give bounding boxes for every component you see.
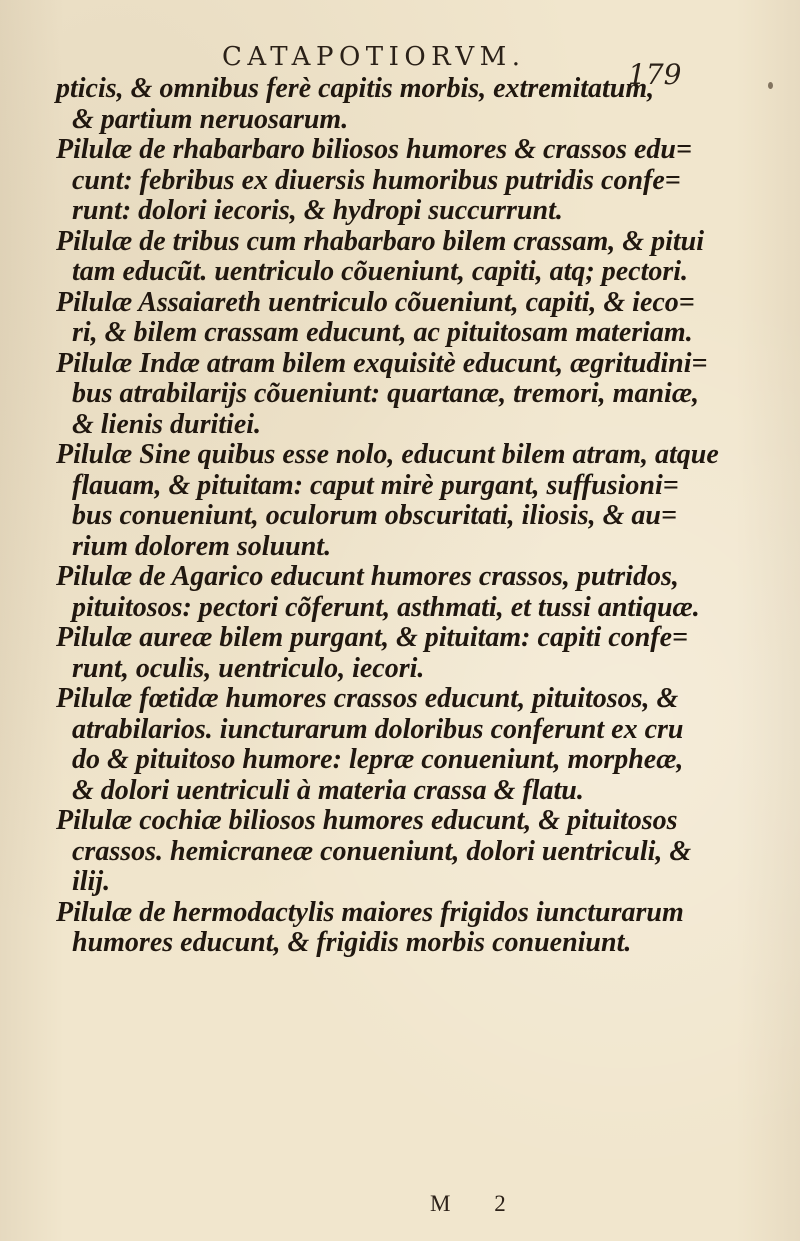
text-line-9: ri, & bilem crassam educunt, ac pituitosam materiam. [72,317,693,348]
text-line-6: Pilulæ de tribus cum rhabarbaro bilem crassam, & pitui [56,225,704,257]
text-line-8: Pilulæ Assaiareth uentriculo cõueniunt, capiti, & ieco= [56,286,695,318]
text-line-23: do & pituitoso humore: lepræ conueniunt, morpheæ, [72,744,684,775]
text-line-1: pticis, & omnibus ferè capitis morbis, extremitatum, [56,73,655,104]
text-line-15: bus conueniunt, oculorum obscuritati, iliosis, & au= [72,500,677,531]
page-number: 179 [628,58,682,91]
text-line-20: runt, oculis, uentriculo, iecori. [72,652,425,684]
text-line-26: crassos. hemicraneæ conueniunt, dolori uentriculi, & [72,835,692,867]
paper-speck [768,82,773,89]
text-line-29: humores educunt, & frigidis morbis conueniunt. [72,927,632,958]
text-line-2: & partium neruosarum. [72,103,349,135]
text-line-11: bus atrabilarijs cõueniunt: quartanæ, tremori, maniæ, [72,378,700,409]
text-line-12: & lienis duritiei. [72,408,262,440]
text-line-22: atrabilarios. iuncturarum doloribus conferunt ex cru [72,713,684,745]
signature-mark: M 2 [430,1191,525,1216]
running-head: CATAPOTIORVM. [222,42,526,72]
text-line-24: & dolori uentriculi à materia crassa & flatu. [72,774,584,806]
text-line-21: Pilulæ fœtidæ humores crassos educunt, pituitosos, & [56,683,679,714]
text-line-10: Pilulæ Indæ atram bilem exquisitè educunt, ægritudini= [56,347,708,379]
text-line-28: Pilulæ de hermodactylis maiores frigidos iuncturarum [56,896,684,928]
text-line-5: runt: dolori iecoris, & hydropi succurrunt. [72,195,563,226]
text-line-13: Pilulæ Sine quibus esse nolo, educunt bilem atram, atque [56,439,719,470]
text-line-27: ilij. [72,866,111,897]
text-line-17: Pilulæ de Agarico educunt humores crassos, putridos, [56,561,679,592]
text-line-25: Pilulæ cochiæ biliosos humores educunt, & pituitosos [56,805,678,836]
main-text [56,73,719,959]
text-line-4: cunt: febribus ex diuersis humoribus putridis confe= [72,164,681,196]
text-line-19: Pilulæ aureæ bilem purgant, & pituitam: capiti confe= [56,622,688,653]
text-line-18: pituitosos: pectori cõferunt, asthmati, et tussi antiquæ. [72,591,700,623]
text-line-3: Pilulæ de rhabarbaro biliosos humores & crassos edu= [56,134,692,165]
text-line-7: tam educũt. uentriculo cõueniunt, capiti, atq; pectori. [72,256,689,287]
text-line-14: flauam, & pituitam: caput mirè purgant, suffusioni= [72,469,679,501]
text-line-16: rium dolorem soluunt. [72,530,332,562]
